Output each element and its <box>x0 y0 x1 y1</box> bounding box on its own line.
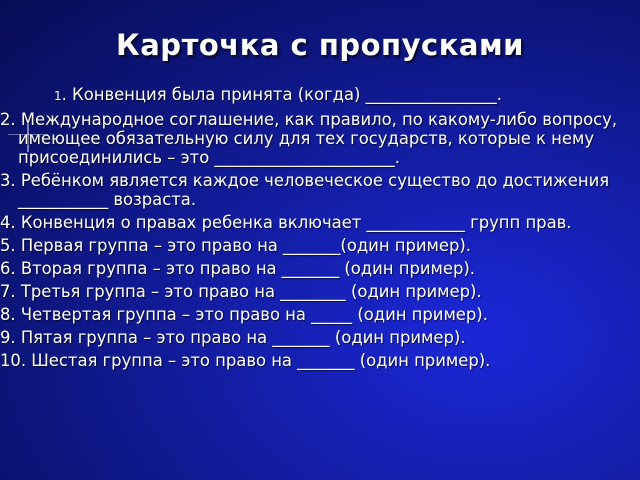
blank-card-list <box>0 85 636 374</box>
list-item: 5. Первая группа – это право на _______(один пример). <box>0 236 471 255</box>
list-item: 2. Международное соглашение, как правило, по какому-либо вопросу, имеющее обязательную силу для тех государств, которые к нему присоединились – это ______________________. <box>0 110 618 167</box>
list-item: 8. Четвертая группа – это право на _____ (один пример). <box>0 305 488 324</box>
list-item: 7. Третья группа – это право на ________ (один пример). <box>0 282 482 301</box>
page-title: Карточка с пропусками <box>116 28 524 62</box>
list-item: 3. Ребёнком является каждое человеческое существо до достижения ___________ возраста. <box>0 171 610 209</box>
list-item: 6. Вторая группа – это право на _______ (один пример). <box>0 259 475 278</box>
item-number: 1 <box>54 89 62 103</box>
item-text: . Конвенция была принята (когда) ________________. <box>61 85 502 104</box>
list-item: 10. Шестая группа – это право на _______ (один пример). <box>0 351 491 370</box>
list-item: 4. Конвенция о правах ребенка включает ____________ групп прав. <box>0 213 572 232</box>
list-item <box>0 85 636 106</box>
list-item: 9. Пятая группа – это право на _______ (один пример). <box>0 328 466 347</box>
